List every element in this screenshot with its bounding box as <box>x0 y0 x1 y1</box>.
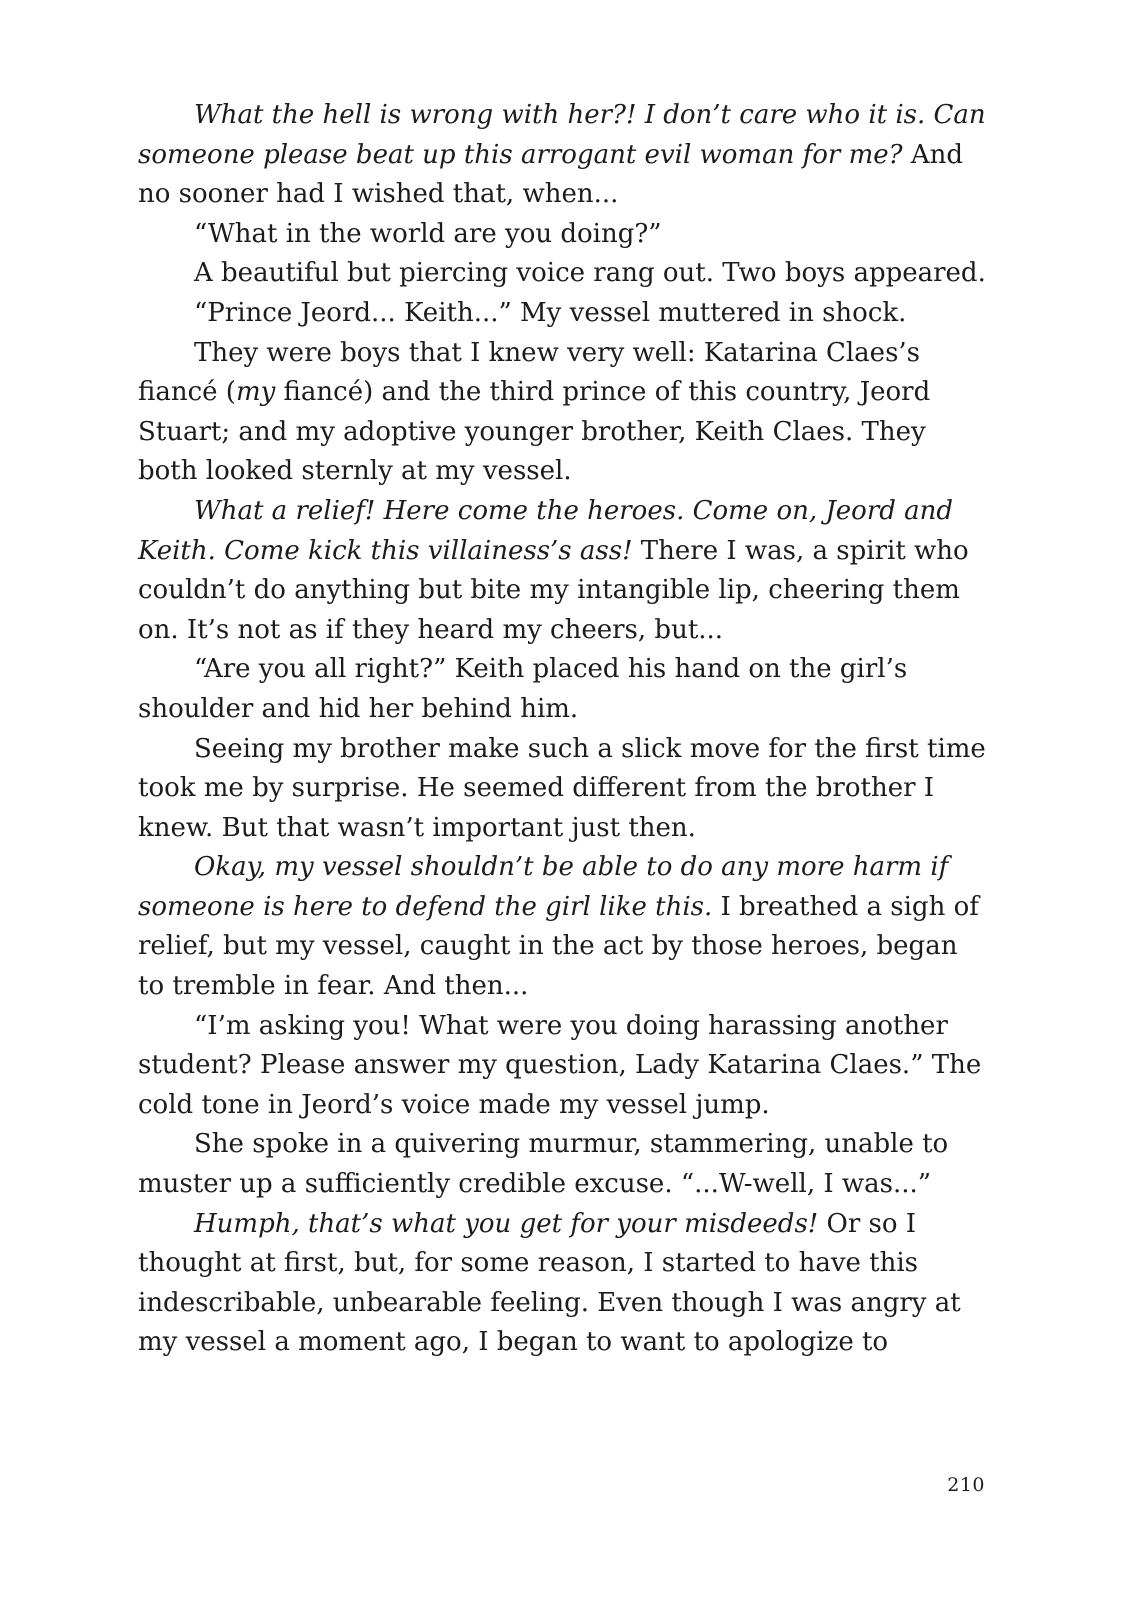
paragraph <box>138 96 990 215</box>
italic-text-run: What a relief! Here come the heroes. Come on, Jeord and Keith. Come kick this villainess’s ass! <box>138 495 954 566</box>
italic-text-run: my <box>235 377 276 408</box>
paragraph <box>138 294 990 334</box>
text-run: I breathed a sigh of relief, but my vessel, caught in the act by those heroes, began to tremble in fear. And then... <box>138 891 979 1002</box>
text-run: fiancé) and the third prince of this country, Jeord Stuart; and my adoptive younger brother, Keith Claes. They both looked sternly at my vessel. <box>138 377 931 487</box>
page-number: 210 <box>947 1474 985 1496</box>
text-run: And no sooner had I wished that, when... <box>138 139 963 210</box>
paragraph <box>138 730 990 849</box>
italic-text-run: Humph, that’s what you get for your misdeeds! <box>194 1208 819 1239</box>
paragraph <box>138 848 990 1006</box>
paragraph <box>138 254 990 294</box>
paragraph <box>138 1205 990 1363</box>
paragraph <box>138 1125 990 1204</box>
paragraph <box>138 1007 990 1126</box>
body-text <box>138 96 990 1363</box>
text-run: Or so I thought at first, but, for some reason, I started to have this indescribable, unbearable feeling. Even though I was angry at my vessel a moment ago, I began to want to apologize to <box>138 1208 961 1358</box>
text-run: “I’m asking you! What were you doing harassing another student? Please answer my question, Lady Katarina Claes.” The cold tone in Jeord’s voice made my vessel jump. <box>138 1010 982 1120</box>
italic-text-run: What the hell is wrong with her?! I don’t care who it is. Can someone please beat up this arrogant evil woman for me? <box>138 100 986 170</box>
text-run: A beautiful but piercing voice rang out. Two boys appeared. <box>194 258 986 289</box>
text-run: They were boys that I knew very well: Katarina Claes’s fiancé ( <box>138 337 921 408</box>
text-run: There I was, a spirit who couldn’t do anything but bite my intangible lip, cheering them on. It’s not as if they heard my cheers, but... <box>138 535 969 645</box>
text-run: “Are you all right?” Keith placed his hand on the girl’s shoulder and hid her behind him. <box>138 654 908 724</box>
paragraph <box>138 334 990 492</box>
paragraph <box>138 215 990 255</box>
text-run: Seeing my brother make such a slick move for the first time took me by surprise. He seemed different from the brother I knew. But that wasn’t important just then. <box>138 733 986 843</box>
text-run: “Prince Jeord... Keith...” My vessel muttered in shock. <box>194 297 907 328</box>
paragraph <box>138 650 990 729</box>
paragraph <box>138 492 990 650</box>
text-run: “What in the world are you doing?” <box>194 218 662 249</box>
italic-text-run: Okay, my vessel shouldn’t be able to do any more harm if someone is here to defend the girl like this. <box>138 852 949 922</box>
text-run: She spoke in a quivering murmur, stammering, unable to muster up a sufficiently credible excuse. “...W-well, I was...” <box>138 1129 949 1200</box>
